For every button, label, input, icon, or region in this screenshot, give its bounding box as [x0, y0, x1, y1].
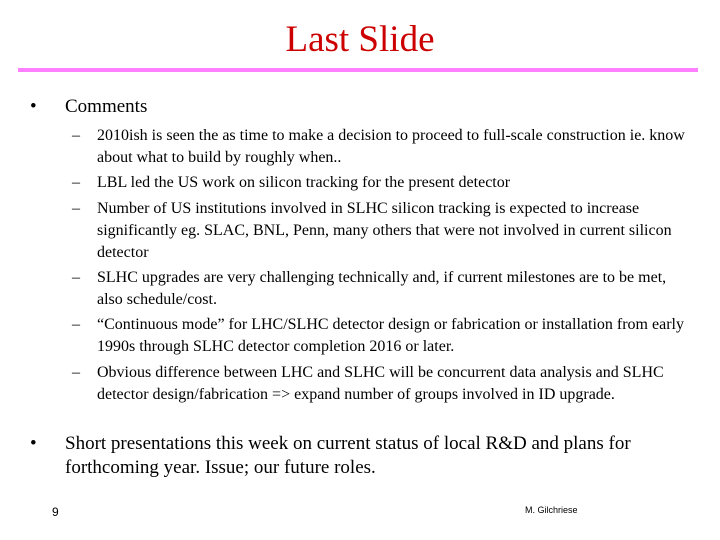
- dash-marker: –: [72, 200, 80, 217]
- bullet-presentations: [30, 432, 680, 480]
- dash-marker: –: [72, 364, 80, 381]
- page-number: 9: [52, 505, 59, 519]
- bullet-marker: •: [30, 96, 37, 117]
- sub-bullet-text: 2010ish is seen the as time to make a decision to proceed to full-scale construction ie. know about what to build by roughly when..: [97, 127, 685, 166]
- sub-bullet-text: Obvious difference between LHC and SLHC will be concurrent data analysis and SLHC detector design/fabrication => expand number of groups involved in ID upgrade.: [97, 364, 664, 403]
- sub-bullet-text: SLHC upgrades are very challenging technically and, if current milestones are to be met, also schedule/cost.: [97, 269, 667, 308]
- sub-bullet-text: Number of US institutions involved in SLHC silicon tracking is expected to increase significantly eg. SLAC, BNL, Penn, many others that were not involved in current silicon detector: [97, 200, 672, 261]
- sub-bullet: [72, 267, 692, 311]
- sub-bullet: [72, 125, 692, 169]
- bullet-marker: •: [30, 433, 37, 454]
- dash-marker: –: [72, 269, 80, 286]
- sub-bullet-text: LBL led the US work on silicon tracking for the present detector: [97, 174, 511, 191]
- title-divider: [18, 68, 698, 72]
- slide-title: Last Slide: [285, 19, 435, 60]
- bullet-text: Comments: [65, 96, 148, 117]
- bullet-text: Short presentations this week on current status of local R&D and plans for forthcoming year. Issue; our future roles.: [65, 433, 631, 478]
- dash-marker: –: [72, 127, 80, 144]
- bullet-comments: [30, 95, 680, 119]
- sub-bullet: [72, 362, 692, 406]
- footer-author: M. Gilchriese: [525, 505, 578, 515]
- dash-marker: –: [72, 316, 80, 333]
- sub-bullet: [72, 198, 692, 264]
- dash-marker: –: [72, 174, 80, 191]
- sub-bullet: [72, 314, 692, 358]
- sub-bullet-text: “Continuous mode” for LHC/SLHC detector design or fabrication or installation from early 1990s through SLHC detector completion 2016 or later.: [97, 316, 684, 355]
- sub-bullet: [72, 172, 692, 194]
